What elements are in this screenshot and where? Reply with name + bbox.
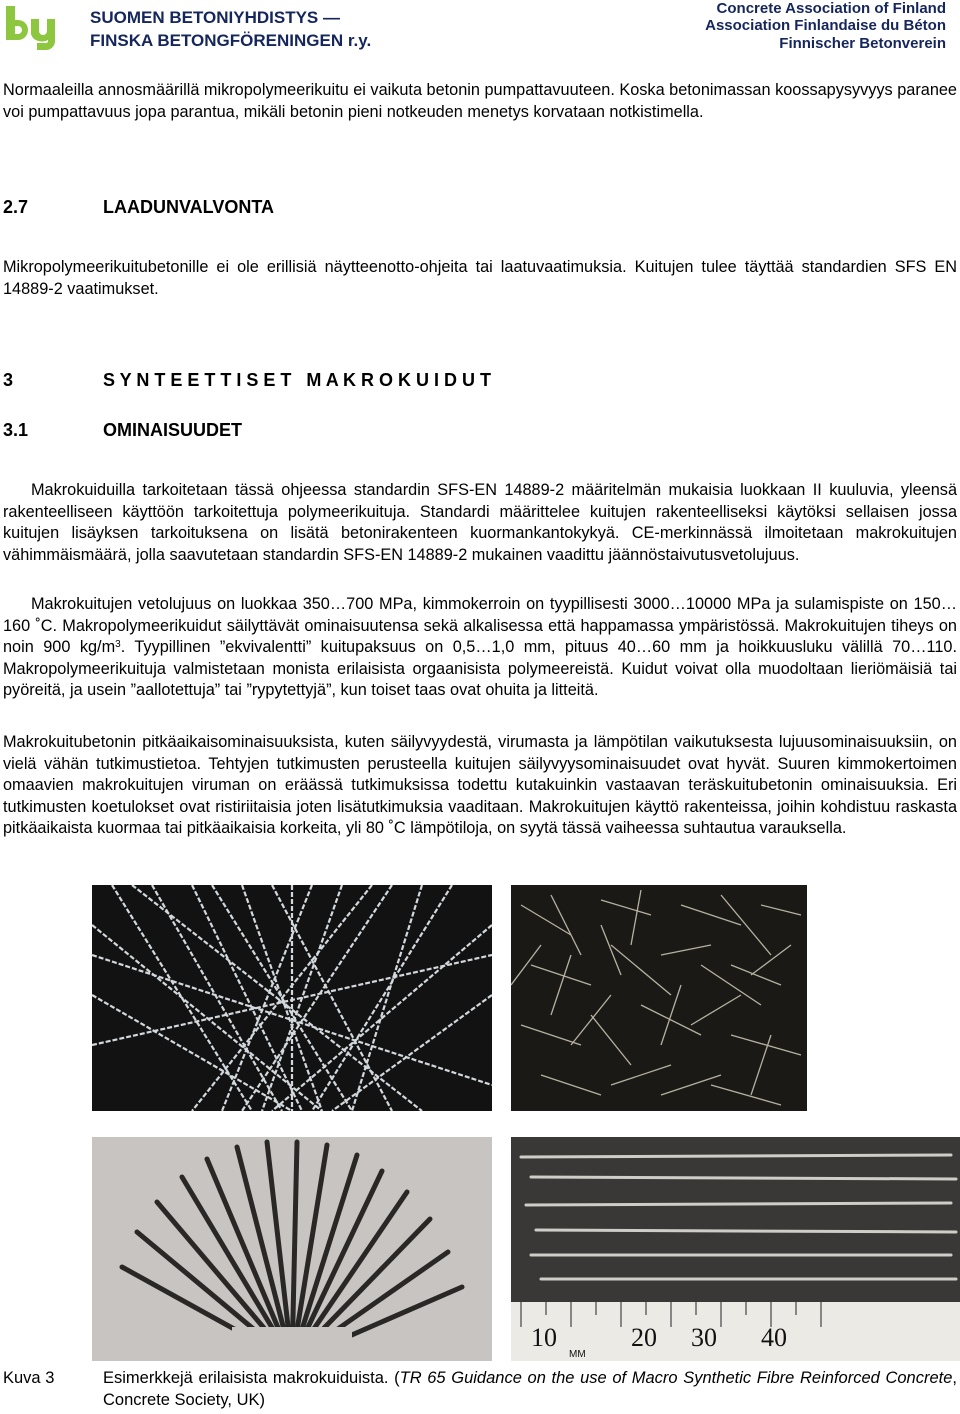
caption-text-a: Esimerkkejä erilaisista makrokuiduista. ( xyxy=(103,1369,400,1387)
section-3-1-paragraph-3: Makrokuitubetonin pitkäaikaisominaisuuksista, kuten säilyvyydestä, virumasta ja lämpötilan vaikutuksesta lujuusominaisuuksiin, on vielä vähän tutkimustietoa. Tehtyjen tutkimusten perusteella kuitujen säilyvyysominaisuudet ovat hyvät. Suuren kimmokertoimen omaavien makrokuitujen viruman on eräässä tutkimuksissa todettu kutakuinkin vastaavan teräskuitubetonin ominaisuuksia. Eri tutkimusten koetulokset ovat ristiriitaisia joten lisätutkimuksia vaaditaan. Makrokuitujen käyttö rakenteissa, joihin kohdistuu raskasta pitkäaikaista kuormaa tai pitkäaikaisia korkeita, yli 80 ˚C lämpötiloja, on syytä tässä vaiheessa suhtautua varauksella. xyxy=(3,733,957,837)
section-2-7-title: LAADUNVALVONTA xyxy=(103,197,274,217)
org-name-finnish: SUOMEN BETONIYHDISTYS — xyxy=(90,8,340,27)
ruler-number-40: 40 xyxy=(761,1323,787,1352)
ruler-number-30: 30 xyxy=(691,1323,717,1352)
figure-caption xyxy=(103,1367,957,1411)
intro-paragraph: Normaaleilla annosmäärillä mikropolymeerikuitu ei vaikuta betonin pumpattavuuteen. Koska betonimassan koossapysyvyys paranee voi pumpattavuus jopa parantua, mikäli betonin pieni notkeuden menetys korvataan notkistimella. xyxy=(3,81,957,121)
section-3-1-paragraph-2 xyxy=(3,594,957,702)
org-name-swedish: FINSKA BETONGFÖRENINGEN r.y. xyxy=(90,31,372,50)
ruler-number-10: 10 xyxy=(531,1323,557,1352)
org-name-french: Association Finlandaise du Béton xyxy=(705,17,946,34)
section-3-1-title: OMINAISUUDET xyxy=(103,420,242,440)
photo-flat-strips-with-ruler xyxy=(511,1137,960,1361)
paragraph-2-superscript: 3 xyxy=(115,639,121,650)
caption-italic-title: TR 65 Guidance on the use of Macro Synthetic Fibre Reinforced Concrete xyxy=(399,1369,953,1387)
section-3-1-number: 3.1 xyxy=(3,420,29,440)
section-3-title: S Y N T E E T T I S E T M A K R O K U I D U T xyxy=(103,370,492,390)
paragraph-2-text-b: . Tyypillinen ”ekvivalentti” kuitupaksuus on 0,5…1,0 mm, pituus 40…60 mm ja hoikkuusluku välillä 70…110. Makropolymeerikuituja valmistetaan monista erilaisista orgaanisista polymeereistä. Kuidut voivat olla muodoltaan lieriömäisiä tai pyöreitä, ja usein ”aallotettuja” tai ”rypytettyjä”, kun toiset taas ovat ohuita ja litteitä. xyxy=(3,638,957,699)
photo-fine-scattered-fibres xyxy=(511,885,807,1111)
org-name-english: Concrete Association of Finland xyxy=(716,0,946,17)
section-3-number: 3 xyxy=(3,370,14,390)
paragraph-2-text-a: Makrokuitujen vetolujuus on luokkaa 350…700 MPa, kimmokerroin on tyypillisesti 3000…10000 MPa ja sulamispiste on 150…160 ˚C. Makropolymeerikuidut säilyttävät ominaisuutensa sekä alkalisessa että happamassa ympäristössä. Makrokuitujen tiheys on noin 900 kg/m xyxy=(3,595,957,656)
section-2-7-number: 2.7 xyxy=(3,197,29,217)
ruler-number-20: 20 xyxy=(631,1323,657,1352)
section-3-1-paragraph-1: Makrokuiduilla tarkoitetaan tässä ohjeessa standardin SFS-EN 14889-2 määritelmän mukaisia luokkaan II kuuluvia, yleensä rakenteelliseen käyttöön tarkoitettuja polymeerikuituja. Standardi määrittelee kuitujen rakenteelliseksi käytöksi sellaisen jossa kuitujen lisäyksen tarkoituksena on lisätä betonirakenteen kuormankantokykyä. CE-merkinnässä ilmoitetaan makrokuitujen vähimmäismäärä, jolla saavutetaan standardin SFS-EN 14889-2 mukainen vaadittu jäännöstaivutusvetolujuus. xyxy=(3,481,957,564)
caption-text-b: , Concrete Society, UK) xyxy=(103,1369,957,1409)
by-logo-icon xyxy=(6,6,58,50)
photo-fan-of-dark-fibres xyxy=(92,1137,492,1361)
figure-label: Kuva 3 xyxy=(3,1369,55,1387)
org-name-german: Finnischer Betonverein xyxy=(779,35,946,52)
section-2-7-body: Mikropolymeerikuitubetonille ei ole erillisiä näytteenotto-ohjeita tai laatuvaatimuksia. Kuitujen tulee täyttää standardien SFS EN 14889-2 vaatimukset. xyxy=(3,258,957,298)
photo-crimped-white-fibres xyxy=(92,885,492,1111)
ruler-unit-mm: MM xyxy=(569,1349,586,1360)
logo xyxy=(6,6,58,50)
